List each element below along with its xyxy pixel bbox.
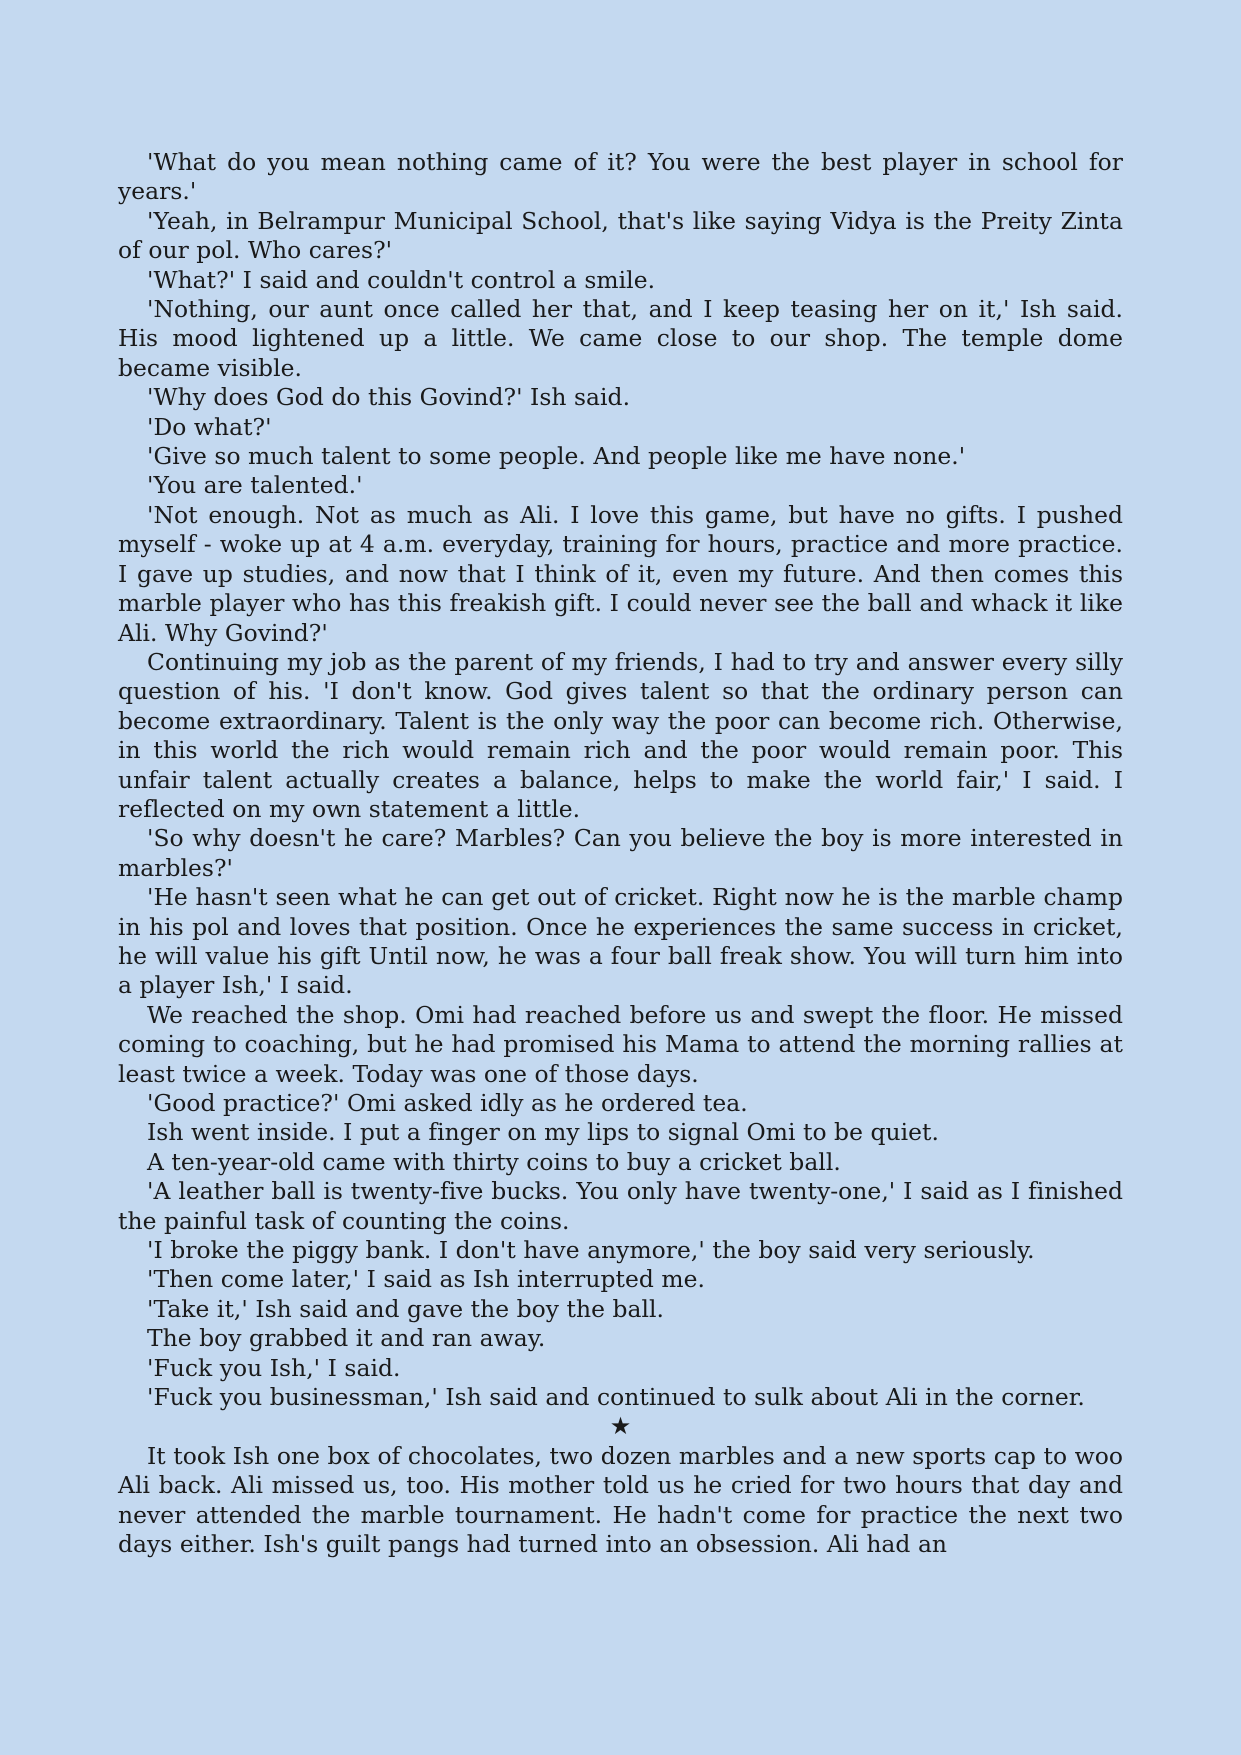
section-break-star-icon: ★ (609, 1412, 632, 1441)
paragraph: The boy grabbed it and ran away. (147, 1324, 546, 1353)
paragraph: 'Good practice?' Omi asked idly as he ordered tea. (147, 1089, 748, 1117)
page-body-text (118, 148, 1123, 1560)
paragraph: 'I broke the piggy bank. I don't have anymore,' the boy said very seriously. (147, 1236, 1035, 1265)
paragraph: 'What?' I said and couldn't control a smile. (147, 265, 656, 294)
paragraph: 'Then come later,' I said as Ish interrupted me. (147, 1265, 705, 1294)
paragraph: 'Yeah, in Belrampur Municipal School, that's like saying Vidya is the Preity Zinta of our pol. Who cares?' (118, 206, 1123, 265)
paragraph: 'You are talented.' (147, 471, 363, 500)
paragraph: 'Why does God do this Govind?' Ish said. (147, 383, 631, 412)
paragraph: 'So why doesn't he care? Marbles? Can you believe the boy is more interested in marbles?' (118, 824, 1123, 882)
paragraph: We reached the shop. Omi had reached before us and swept the floor. He missed coming to coaching, but he had promised his Mama to attend the morning rallies at least twice a week. Today was one of those days. (118, 1000, 1123, 1088)
paragraph: It took Ish one box of chocolates, two dozen marbles and a new sports cap to woo Ali back. Ali missed us, too. His mother told us he cried for two hours that day and never attended the marble tournament. He hadn't come for practice the next two days either. Ish's guilt pangs had turned into an obsession. Ali had an (118, 1441, 1123, 1559)
paragraph: 'Fuck you businessman,' Ish said and continued to sulk about Ali in the corner. (147, 1383, 1085, 1412)
paragraph: 'Not enough. Not as much as Ali. I love this game, but have no gifts. I pushed myself - woke up at 4 a.m. everyday, training for hours, practice and more practice. I gave up studies, and now that I think of it, even my future. And then comes this marble player who has this freakish gift. I could never see the ball and whack it like Ali. Why Govind?' (118, 500, 1123, 647)
paragraph: 'What do you mean nothing came of it? You were the best player in school for years.' (118, 148, 1123, 206)
paragraph: A ten-year-old came with thirty coins to buy a cricket ball. (147, 1147, 841, 1176)
paragraph: 'Take it,' Ish said and gave the boy the ball. (147, 1294, 665, 1323)
paragraph: 'A leather ball is twenty-five bucks. You only have twenty-one,' I said as I finished the painful task of counting the coins. (118, 1177, 1123, 1235)
paragraph: 'Give so much talent to some people. And people like me have none.' (147, 442, 966, 471)
paragraph: 'He hasn't seen what he can get out of cricket. Right now he is the marble champ in his pol and loves that position. Once he experiences the same success in cricket, he will value his gift Until now, he was a four ball freak show. You will turn him into a player Ish,' I said. (118, 883, 1123, 1000)
paragraph: Ish went inside. I put a finger on my lips to signal Omi to be quiet. (147, 1118, 939, 1147)
paragraph: Continuing my job as the parent of my friends, I had to try and answer every silly question of his. 'I don't know. God gives talent so that the ordinary person can become extraordinary. Talent is the only way the poor can become rich. Otherwise, in this world the rich would remain rich and the poor would remain poor. This unfair talent actually creates a balance, helps to make the world fair,' I said. I reflected on my own statement a little. (118, 647, 1123, 823)
paragraph: 'Fuck you Ish,' I said. (147, 1353, 401, 1382)
paragraph: 'Nothing, our aunt once called her that, and I keep teasing her on it,' Ish said. His mood lightened up a little. We came close to our shop. The temple dome became visible. (118, 295, 1123, 382)
paragraph: 'Do what?' (147, 412, 272, 441)
